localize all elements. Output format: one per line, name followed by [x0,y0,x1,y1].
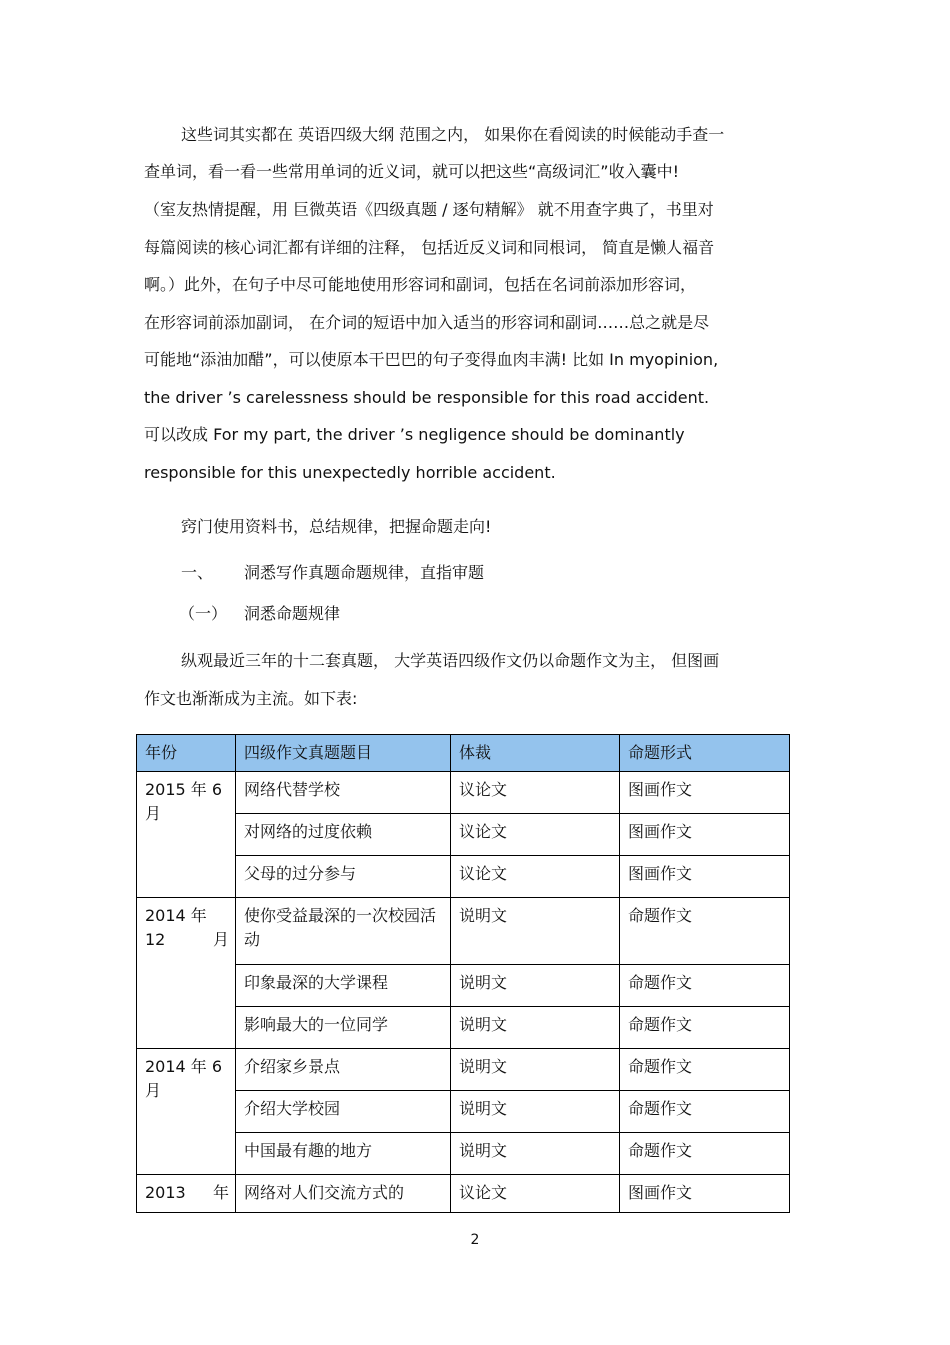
topic-cell: 介绍家乡景点 [236,1049,451,1091]
genre-cell: 说明文 [451,1049,620,1091]
table-header-row [137,735,790,772]
column-header-genre: 体裁 [451,735,620,772]
year-cell: 2015 年 6 月 [137,772,236,898]
exam-topics-table [136,734,790,1213]
body-text-line: the driver ’s carelessness should be responsible for this road accident. [144,388,710,407]
format-cell: 图画作文 [620,814,790,856]
topic-cell: 对网络的过度依赖 [236,814,451,856]
genre-cell: 议论文 [451,772,620,814]
topic-cell: 使你受益最深的一次校园活动 [236,898,451,965]
genre-cell: 议论文 [451,856,620,898]
body-text-line: 在形容词前添加副词， 在介词的短语中加入适当的形容词和副词……总之就是尽 [144,313,710,332]
year-cell: 2014 年 12 月 [137,898,236,1049]
table-row [137,898,790,965]
page-number: 2 [470,1232,480,1248]
body-text-line: 啊。）此外，在句子中尽可能地使用形容词和副词，包括在名词前添加形容词， [144,275,697,294]
genre-cell: 议论文 [451,1175,620,1213]
format-cell: 命题作文 [620,1007,790,1049]
column-header-topic: 四级作文真题题目 [236,735,451,772]
body-text-line: 可以改成 For my part, the driver ’s negligence should be dominantly [144,425,685,444]
format-cell: 图画作文 [620,1175,790,1213]
format-cell: 命题作文 [620,1049,790,1091]
table-row [137,1049,790,1091]
body-text-line: 这些词其实都在 英语四级大纲 范围之内， 如果你在看阅读的时候能动手查一 [181,125,725,144]
body-text-line: （室友热情提醒，用 巨微英语《四级真题 / 逐句精解》 就不用查字典了，书里对 [144,200,714,219]
heading-number: （一） [179,604,228,623]
body-text-line: 可能地“添油加醋”，可以使原本干巴巴的句子变得血肉丰满! 比如 In myopinion, [144,350,719,369]
topic-cell: 介绍大学校园 [236,1091,451,1133]
format-cell: 图画作文 [620,772,790,814]
genre-cell: 说明文 [451,1091,620,1133]
heading-number: 一、 [181,563,214,582]
genre-cell: 议论文 [451,814,620,856]
table-row [137,1175,790,1213]
genre-cell: 说明文 [451,965,620,1007]
body-text-line: 查单词，看一看一些常用单词的近义词，就可以把这些“高级词汇”收入囊中! [144,162,679,181]
topic-cell: 印象最深的大学课程 [236,965,451,1007]
heading-text: 洞悉写作真题命题规律，直指审题 [244,563,485,582]
tip-paragraph: 窍门使用资料书，总结规律，把握命题走向! [181,517,492,536]
format-cell: 命题作文 [620,1091,790,1133]
topic-cell: 父母的过分参与 [236,856,451,898]
genre-cell: 说明文 [451,1133,620,1175]
topic-cell: 中国最有趣的地方 [236,1133,451,1175]
topic-cell: 网络对人们交流方式的 [236,1175,451,1213]
column-header-format: 命题形式 [620,735,790,772]
body-text-line: responsible for this unexpectedly horrible accident. [144,463,556,482]
year-cell: 2014 年 6 月 [137,1049,236,1175]
topic-cell: 影响最大的一位同学 [236,1007,451,1049]
format-cell: 命题作文 [620,898,790,965]
format-cell: 命题作文 [620,965,790,1007]
heading-text: 洞悉命题规律 [244,604,341,623]
table-row [137,772,790,814]
format-cell: 图画作文 [620,856,790,898]
body-text-line: 作文也渐渐成为主流。如下表: [144,689,358,708]
format-cell: 命题作文 [620,1133,790,1175]
genre-cell: 说明文 [451,1007,620,1049]
genre-cell: 说明文 [451,898,620,965]
body-text-line: 纵观最近三年的十二套真题， 大学英语四级作文仍以命题作文为主， 但图画 [181,651,720,670]
column-header-year: 年份 [137,735,236,772]
body-text-line: 每篇阅读的核心词汇都有详细的注释， 包括近反义词和同根词， 简直是懒人福音 [144,238,715,257]
topic-cell: 网络代替学校 [236,772,451,814]
year-cell: 2013 年 [137,1175,236,1213]
